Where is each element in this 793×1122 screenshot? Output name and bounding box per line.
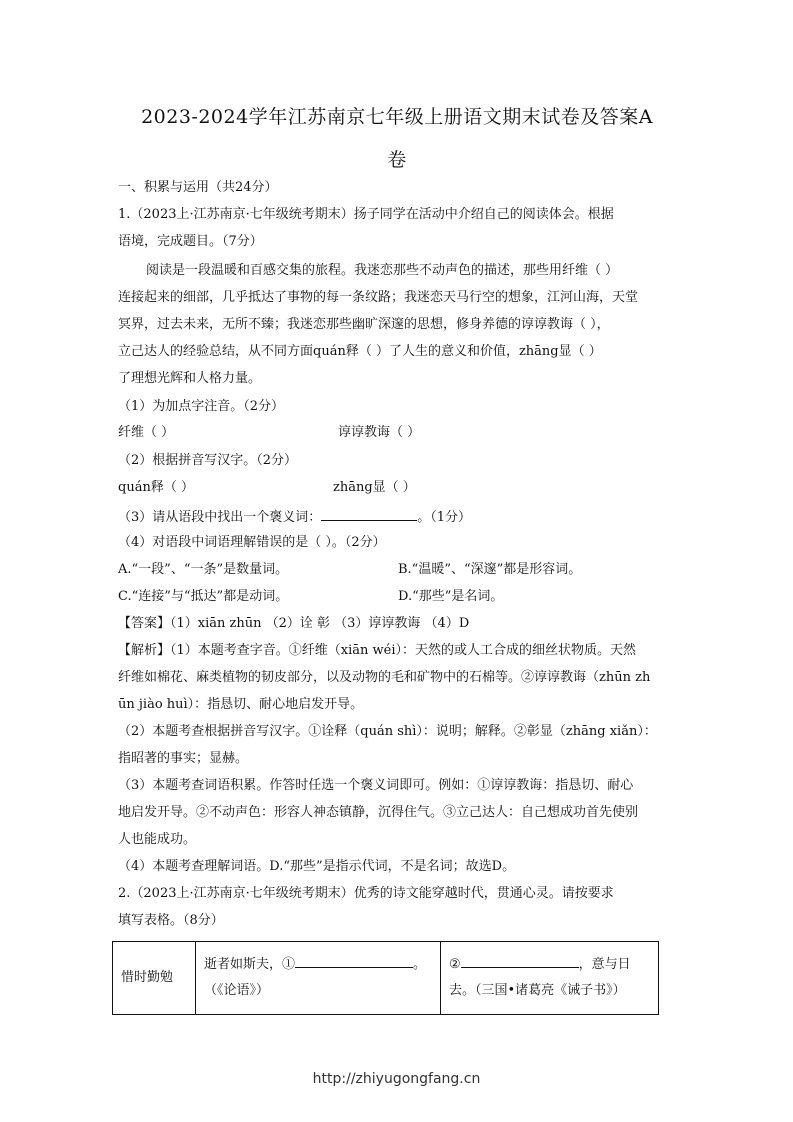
option-a: A.“一段”、“一条”是数量词。 <box>118 562 289 577</box>
option-b: B.“温暖”、“深邃”都是形容词。 <box>398 562 582 577</box>
table-row <box>113 942 659 1015</box>
analysis-line: 人也能成功。 <box>118 832 197 847</box>
sub-question-2: （2）根据拼音写汉字。（2分） <box>118 453 298 468</box>
option-d: D.“那些”是名词。 <box>398 589 504 604</box>
option-c: C.“连接”与“抵达”都是动词。 <box>118 589 289 604</box>
analysis-line: 指昭著的事实；显赫。 <box>118 751 249 766</box>
analysis-line: 地启发开导。②不动声色：形容人神态镇静，沉得住气。③立己达人：自己想成功首先使别 <box>118 805 639 820</box>
sub-question-3: （3）请从语段中找出一个褒义词： 。（1分） <box>118 507 683 527</box>
table-cell: ② ，意与日 去。（三国•诸葛亮《诫子书》） <box>441 942 659 1015</box>
table-cell: 逝者如斯夫，① 。 （《论语》） <box>196 942 441 1015</box>
footer-url: http://zhiyugongfang.cn <box>312 1071 481 1087</box>
answer-blank[interactable] <box>295 954 413 968</box>
passage-line: 阅读是一段温暖和百感交集的旅程。我迷恋那些不动声色的描述，那些用纤维（ ） <box>146 263 619 278</box>
analysis-line: ūn jiào huì）：指恳切、耐心地启发开导。 <box>118 697 364 712</box>
question-2-stem: 2.（2023上·江苏南京·七年级统考期末）优秀的诗文能穿越时代，贯通心灵。请按要求 <box>118 886 614 901</box>
option-row <box>118 588 683 606</box>
analysis-line: 【解析】（1）本题考查字音。①纤维（xiān wéi）：天然的或人工合成的细丝状物质。天然 <box>118 643 636 658</box>
passage-line: 立己达人的经验总结，从不同方面quán释（ ）了人生的意义和价值，zhāng显（ ） <box>118 344 602 359</box>
passage-line: 冥界，过去未来，无所不臻；我迷恋那些幽旷深邃的思想，修身养德的谆谆教诲（ ）， <box>118 317 610 332</box>
passage-line: 连接起来的细部，几乎抵达了事物的每一条纹路；我迷恋天马行空的想象，江河山海，天堂 <box>118 290 639 305</box>
sub-question-1: （1）为加点字注音。（2分） <box>118 399 285 414</box>
analysis-line: （2）本题考查根据拼音写汉字。①诠释（quán shì）：说明；解释。②彰显（zhāng xiǎn）： <box>118 724 657 739</box>
sub-question-2-items <box>118 479 683 497</box>
question-1-stem: 1.（2023上·江苏南京·七年级统考期末）扬子同学在活动中介绍自己的阅读体会。根据 <box>118 207 614 222</box>
poetry-fill-table <box>112 941 659 1015</box>
section-heading: 一、积累与运用（共24分） <box>118 180 278 195</box>
answer-line: 【答案】（1）xiān zhūn （2）诠 彰 （3）谆谆教诲 （4）D <box>118 616 470 631</box>
blank-item: 谆谆教诲（ ） <box>338 425 421 440</box>
answer-blank <box>321 507 417 521</box>
answer-blank[interactable] <box>461 954 579 968</box>
analysis-line: （3）本题考查词语积累。作答时任选一个褒义词即可。例如：①谆谆教诲：指恳切、耐心 <box>118 778 634 793</box>
blank-item: 纤维（ ） <box>118 425 175 440</box>
document-title-line2: 卷 <box>387 149 407 171</box>
document-title-line1: 2023-2024学年江苏南京七年级上册语文期末试卷及答案A <box>141 106 653 128</box>
sub-question-4: （4）对语段中词语理解错误的是（ ）。（2分） <box>118 535 386 550</box>
table-category-cell: 惜时勤勉 <box>113 942 196 1015</box>
blank-item: quán释（ ） <box>118 480 194 495</box>
sub-question-1-items <box>118 424 683 442</box>
analysis-line: （4）本题考查理解词语。D.“那些”是指示代词，不是名词；故选D。 <box>118 859 516 874</box>
analysis-line: 纤维如棉花、麻类植物的韧皮部分，以及动物的毛和矿物中的石棉等。②谆谆教诲（zhūn zh <box>118 670 651 685</box>
passage-line: 了理想光辉和人格力量。 <box>118 371 262 386</box>
blank-item: zhāng显（ ） <box>333 480 416 495</box>
option-row <box>118 561 683 579</box>
dotted-word: 纤维 <box>562 263 589 278</box>
question-2-stem-cont: 填写表格。（8分） <box>118 913 224 928</box>
question-1-stem-cont: 语境，完成题目。（7分） <box>118 234 263 249</box>
